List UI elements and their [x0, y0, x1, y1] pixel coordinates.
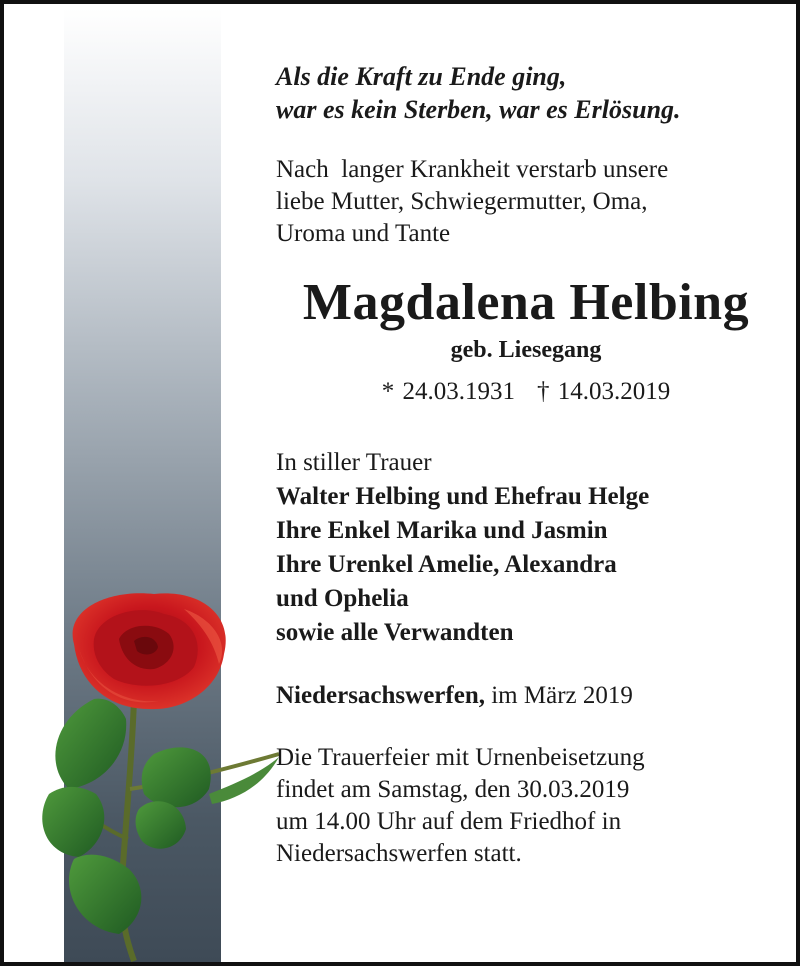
death-date: † 14.03.2019: [537, 378, 671, 405]
deceased-name: Magdalena Helbing: [302, 274, 750, 331]
mourner-line: Ihre Urenkel Amelie, Alexandra: [276, 551, 617, 578]
service-info: [276, 742, 776, 870]
maiden-name: geb. Liesegang: [450, 337, 602, 363]
birth-date: * 24.03.1931: [381, 378, 515, 405]
intro-line: Uroma und Tante: [276, 220, 451, 247]
intro-text: [276, 154, 776, 250]
mourner-line: Ihre Enkel Marika und Jasmin: [276, 517, 608, 544]
mourner-line: Walter Helbing und Ehefrau Helge: [276, 483, 650, 510]
life-dates: [276, 376, 776, 408]
notice-text: [276, 60, 776, 870]
motto: [276, 60, 776, 126]
service-line: Niedersachswerfen statt.: [276, 840, 522, 867]
red-rose-icon: [34, 589, 284, 964]
mourners-list: [276, 480, 776, 650]
mourner-line: sowie alle Verwandten: [276, 619, 514, 646]
service-line: Die Trauerfeier mit Urnenbeisetzung: [276, 744, 645, 771]
date: im März 2019: [491, 682, 633, 709]
service-line: findet am Samstag, den 30.03.2019: [276, 776, 630, 803]
intro-line: liebe Mutter, Schwiegermutter, Oma,: [276, 188, 648, 215]
motto-line: war es kein Sterben, war es Erlösung.: [276, 95, 681, 124]
place-date: [276, 680, 776, 712]
place: Niedersachswerfen,: [276, 682, 485, 709]
service-line: um 14.00 Uhr auf dem Friedhof in: [276, 808, 622, 835]
mourner-line: und Ophelia: [276, 585, 409, 612]
mourning-label: In stiller Trauer: [276, 449, 432, 476]
motto-line: Als die Kraft zu Ende ging,: [276, 62, 567, 91]
intro-line: Nach langer Krankheit verstarb unsere: [276, 156, 669, 183]
